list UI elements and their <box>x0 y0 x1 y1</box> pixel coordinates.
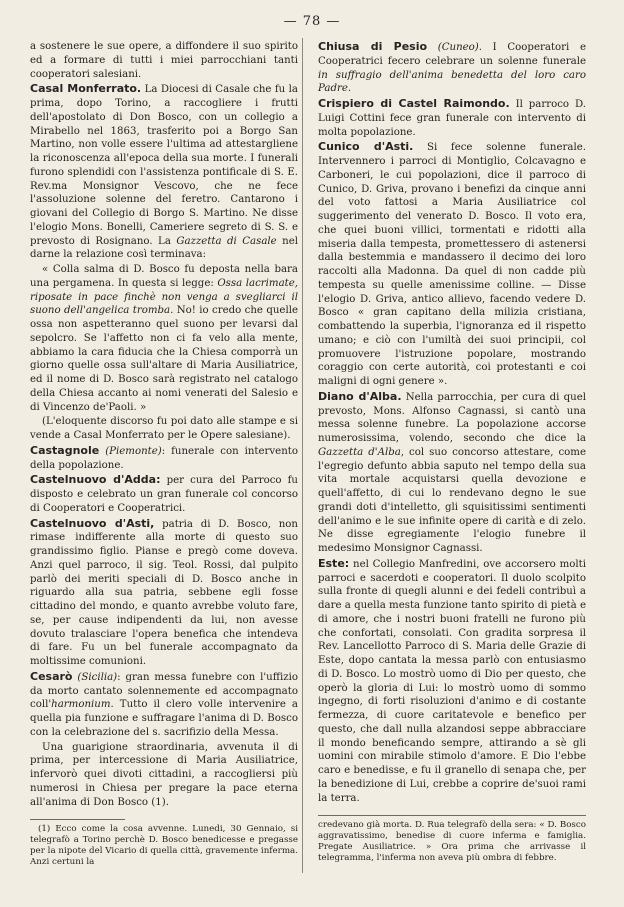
page-number: — 78 — <box>283 14 341 29</box>
entry-castagnole <box>30 444 298 473</box>
entry-text: Il parroco D. Luigi Cottini fece gran funerale con intervento di molta popolazione. <box>318 99 586 138</box>
instrument-name: harmonium <box>51 699 111 711</box>
entry-text: . Tutto il clero volle intervenire a quella pia funzione e suffragare l'anima di D. Bosco con la celebrazione del s. sacrifizio della Messa. <box>30 699 298 738</box>
entry-text: nel darne la relazione così terminava: <box>30 235 298 261</box>
footnote-rule <box>30 819 125 820</box>
entry-heading: Castelnuovo d'Adda: <box>30 473 161 487</box>
entry-chiusa-di-pesio <box>318 40 586 96</box>
footnote-right <box>318 820 586 864</box>
right-column <box>318 40 586 864</box>
entry-region: (Cuneo) <box>437 42 479 53</box>
entry-castelnuovo-adda <box>30 473 298 515</box>
entry-text: patria di D. Bosco, non rimase indifferente alla morte di questo suo grandissimo figlio. Pianse e pregò come doveva. Anzi quel parroco, il sig. Teol. Rossi, dal pulpito parlò dei meriti speciali di D. Bosco anche in riguardo alla sua patria, sebbene egli fosse cittadino del mondo, e quanto avrebbe voluto fare, se, per cause indipendenti da lui, non avesse dovuto tralasciare l'opera benefica che intendeva di fare. Fu un bel funerale accompagnato da moltissime comunioni. <box>30 518 298 667</box>
newspaper-title: Gazzetta di Casale <box>176 235 277 247</box>
entry-heading: Este: <box>318 556 350 570</box>
entry-text: , col suo concorso attestare, come l'egregio defunto abbia saputo nel tempo della sua vita mortale acquistarsi quella devozione e quell'affetto, di cui lo rendevano degno le sue grandi doti d'intelletto, gli squisitissimi sentimenti dell'animo e le sue infinite opere di carità e di zelo. Ne disse egregiamente l'elogio funebre il medesimo Monsignor Cagnassi. <box>318 446 586 554</box>
quotation-paragraph <box>30 263 298 414</box>
footnote-text: (1) Ecco come la cosa avvenne. Lunedi, 30 Gennaio, si telegrafò a Torino perchè D. Bosco benedicesse e pregasse per la nipote del Vicario di quella città, gravemente inferma. Anzi certuni la <box>30 824 298 868</box>
newspaper-title: Gazzetta d'Alba <box>318 446 401 458</box>
entry-text: : gran messa funebre con l'uffizio da morto cantato solennemente ed accompagnato coll' <box>30 671 298 711</box>
entry-text: Si fece solenne funerale. Intervennero i parroci di Montiglio, Colcavagno e Carboneri, le cui popolazioni, dice il parroco di Cunico, D. Griva, provano i benefizi da cinque anni del voto fattosi a Maria Ausiliatrice col suggerimento del venerato D. Bosco. Il voto era, che quei buoni villici, tormentati e ridotti alla miseria dalla tempesta, promettessero di astenersi dalla bestemmia e mandassero il decimo dei loro raccolti alla Madonna. Da quel di non cadde più tempesta su quelle amenissime colline. — Disse l'elogio D. Griva, antico allievo, facendo vedere D. Bosco « gran capitano della milizia cristiana, combattendo la superbia, l'ignoranza ed il rispetto umano; e ciò con l'umiltà dei suoi principii, col promuovere l'istruzione popolare, mostrando coraggio con certe autorità, coi protestanti e coi maligni di ogni genere ». <box>318 142 586 387</box>
entry-casal-monferrato <box>30 82 298 262</box>
entry-heading: Castelnuovo d'Asti, <box>30 516 155 530</box>
entry-text: per cura del Parroco fu disposto e celebrato un gran funerale col concorso di Cooperatori e Cooperatrici. <box>30 475 298 514</box>
footnote-text: credevano già morta. D. Rua telegrafò della sera: « D. Bosco aggravatissimo, benedise di cuore inferma e famiglia. Pregate Ausiliatrice. » Ora prima che arrivasse il telegramma, l'inferma non aveva più ombra di febbre. <box>318 820 586 864</box>
entry-text: : funerale con intervento della popolazione. <box>30 445 298 471</box>
footnote-rule <box>318 815 586 816</box>
epitaph-text: Ossa lacrimate, riposate in pace finchè non venga a svegliarci il suono dell'angelica tromba. <box>30 277 298 317</box>
entry-heading: Casal Monferrato. <box>30 82 142 96</box>
entry-castelnuovo-asti <box>30 517 298 669</box>
entry-diano-alba <box>318 390 586 556</box>
entry-text: Nella parrocchia, per cura di quel prevosto, Mons. Alfonso Cagnassi, si cantò una messa solenne funebre. La popolazione accorse numerosissima, volendo, secondo che dice la <box>318 391 586 444</box>
entry-region: (Piemonte) <box>105 445 162 457</box>
entry-este <box>318 557 586 806</box>
entry-text: . I Cooperatori e Cooperatrici fecero celebrare un solenne funerale <box>318 42 586 67</box>
entry-heading: Cunico d'Asti. <box>318 140 414 154</box>
paragraph-miracle: Una guarigione straordinaria, avvenuta il di prima, per intercessione di Maria Ausiliatrice, infervorò quei divoti cittadini, a raccogliersi più numerosi in Chiesa per pregare la pace eterna all'anima di Don Bosco (1). <box>30 741 298 808</box>
entry-text: La Diocesi di Casale che fu la prima, dopo Torino, a raccogliere i frutti dell'apostolato di Don Bosco, con un collegio a Mirabello nel 1863, trasferito poi a Borgo San Martino, non volle essere l'ultima ad attestargliene la riconoscenza all'epoca della sua morte. I funerali furono splendidi con l'assistenza pontificale di S. E. Rev.ma Monsignor Vescovo, che ne fece l'assoluzione solenne del feretro. Cantarono i giovani del Collegio di Borgo S. Martino. Ne disse l'elogio Mons. Bonelli, Cameriere segreto di S. S. e prevosto di Rosignano. La <box>30 84 298 247</box>
column-divider <box>302 38 303 873</box>
entry-text: nel Collegio Manfredini, ove accorsero molti parroci e sacerdoti e cooperatori. Il duolo scolpito sulla fronte di quegli alunni e dei fedeli contribuì a dare a quella mesta funzione tanto spirito di pietà e di amore, che i nostri buoni fratelli ne furono più che confortati, consolati. Con gradita sorpresa il Rev. Lancellotto Parroco di S. Maria delle Grazie di Este, dopo cantata la messa parlò con entusiasmo di D. Bosco. Lo mostrò uomo di Dio per questo, che operò la gloria di Lui: lo mostrò uomo di sommo ingegno, di forti risoluzioni d'animo e di costante fermezza, di cuore caritatevole e benefico per questo, che dall nulla alzandosi seppe abbracciare il mondo beneficando sempre, attirando a sè gli uomini con mirabile stimolo d'amore. E Dio l'ebbe caro e benedisse, e fu il granello di senapa che, per la benedizione di Lui, crebbe a coprire de'suoi rami la terra. <box>318 558 586 804</box>
quote-text: No! io credo che quelle ossa non aspetteranno quel suono per levarsi dal sepolcro. Se l'affetto non ci fa velo alla mente, abbiamo la cara fiducia che la Chiesa comporrà un giorno quelle ossa sull'altare di Maria Ausiliatrice, ed il nome di D. Bosco sarà registrato nel catalogo della Chiesa accanto ai nomi venerati del Salesio e di Vincenzo de'Paoli. » <box>30 305 298 413</box>
entry-crispiero <box>318 97 586 139</box>
footnote-left <box>30 824 298 868</box>
entry-cunico-asti <box>318 140 586 389</box>
entry-heading: Castagnole <box>30 443 100 457</box>
paragraph-note: (L'eloquente discorso fu poi dato alle stampe e si vende a Casal Monferrato per le Opere salesiane). <box>30 416 298 441</box>
paragraph-continuation: a sostenere le sue opere, a diffondere il suo spirito ed a formare di tutti i miei parrocchiani tanti cooperatori salesiani. <box>30 41 298 80</box>
entry-cesaro <box>30 670 298 740</box>
entry-heading: Chiusa di Pesio <box>318 40 428 53</box>
entry-region: (Sicilia) <box>77 671 118 683</box>
entry-italic-text: in suffragio dell'anima benedetta del loro caro Padre. <box>318 69 586 95</box>
quote-text: « Colla salma di D. Bosco fu deposta nella bara una pergamena. In questa si legge: <box>30 264 298 289</box>
entry-heading: Cesarò <box>30 669 73 683</box>
entry-heading: Diano d'Alba. <box>318 389 402 403</box>
left-column <box>30 40 298 868</box>
entry-heading: Crispiero di Castel Raimondo. <box>318 97 510 110</box>
